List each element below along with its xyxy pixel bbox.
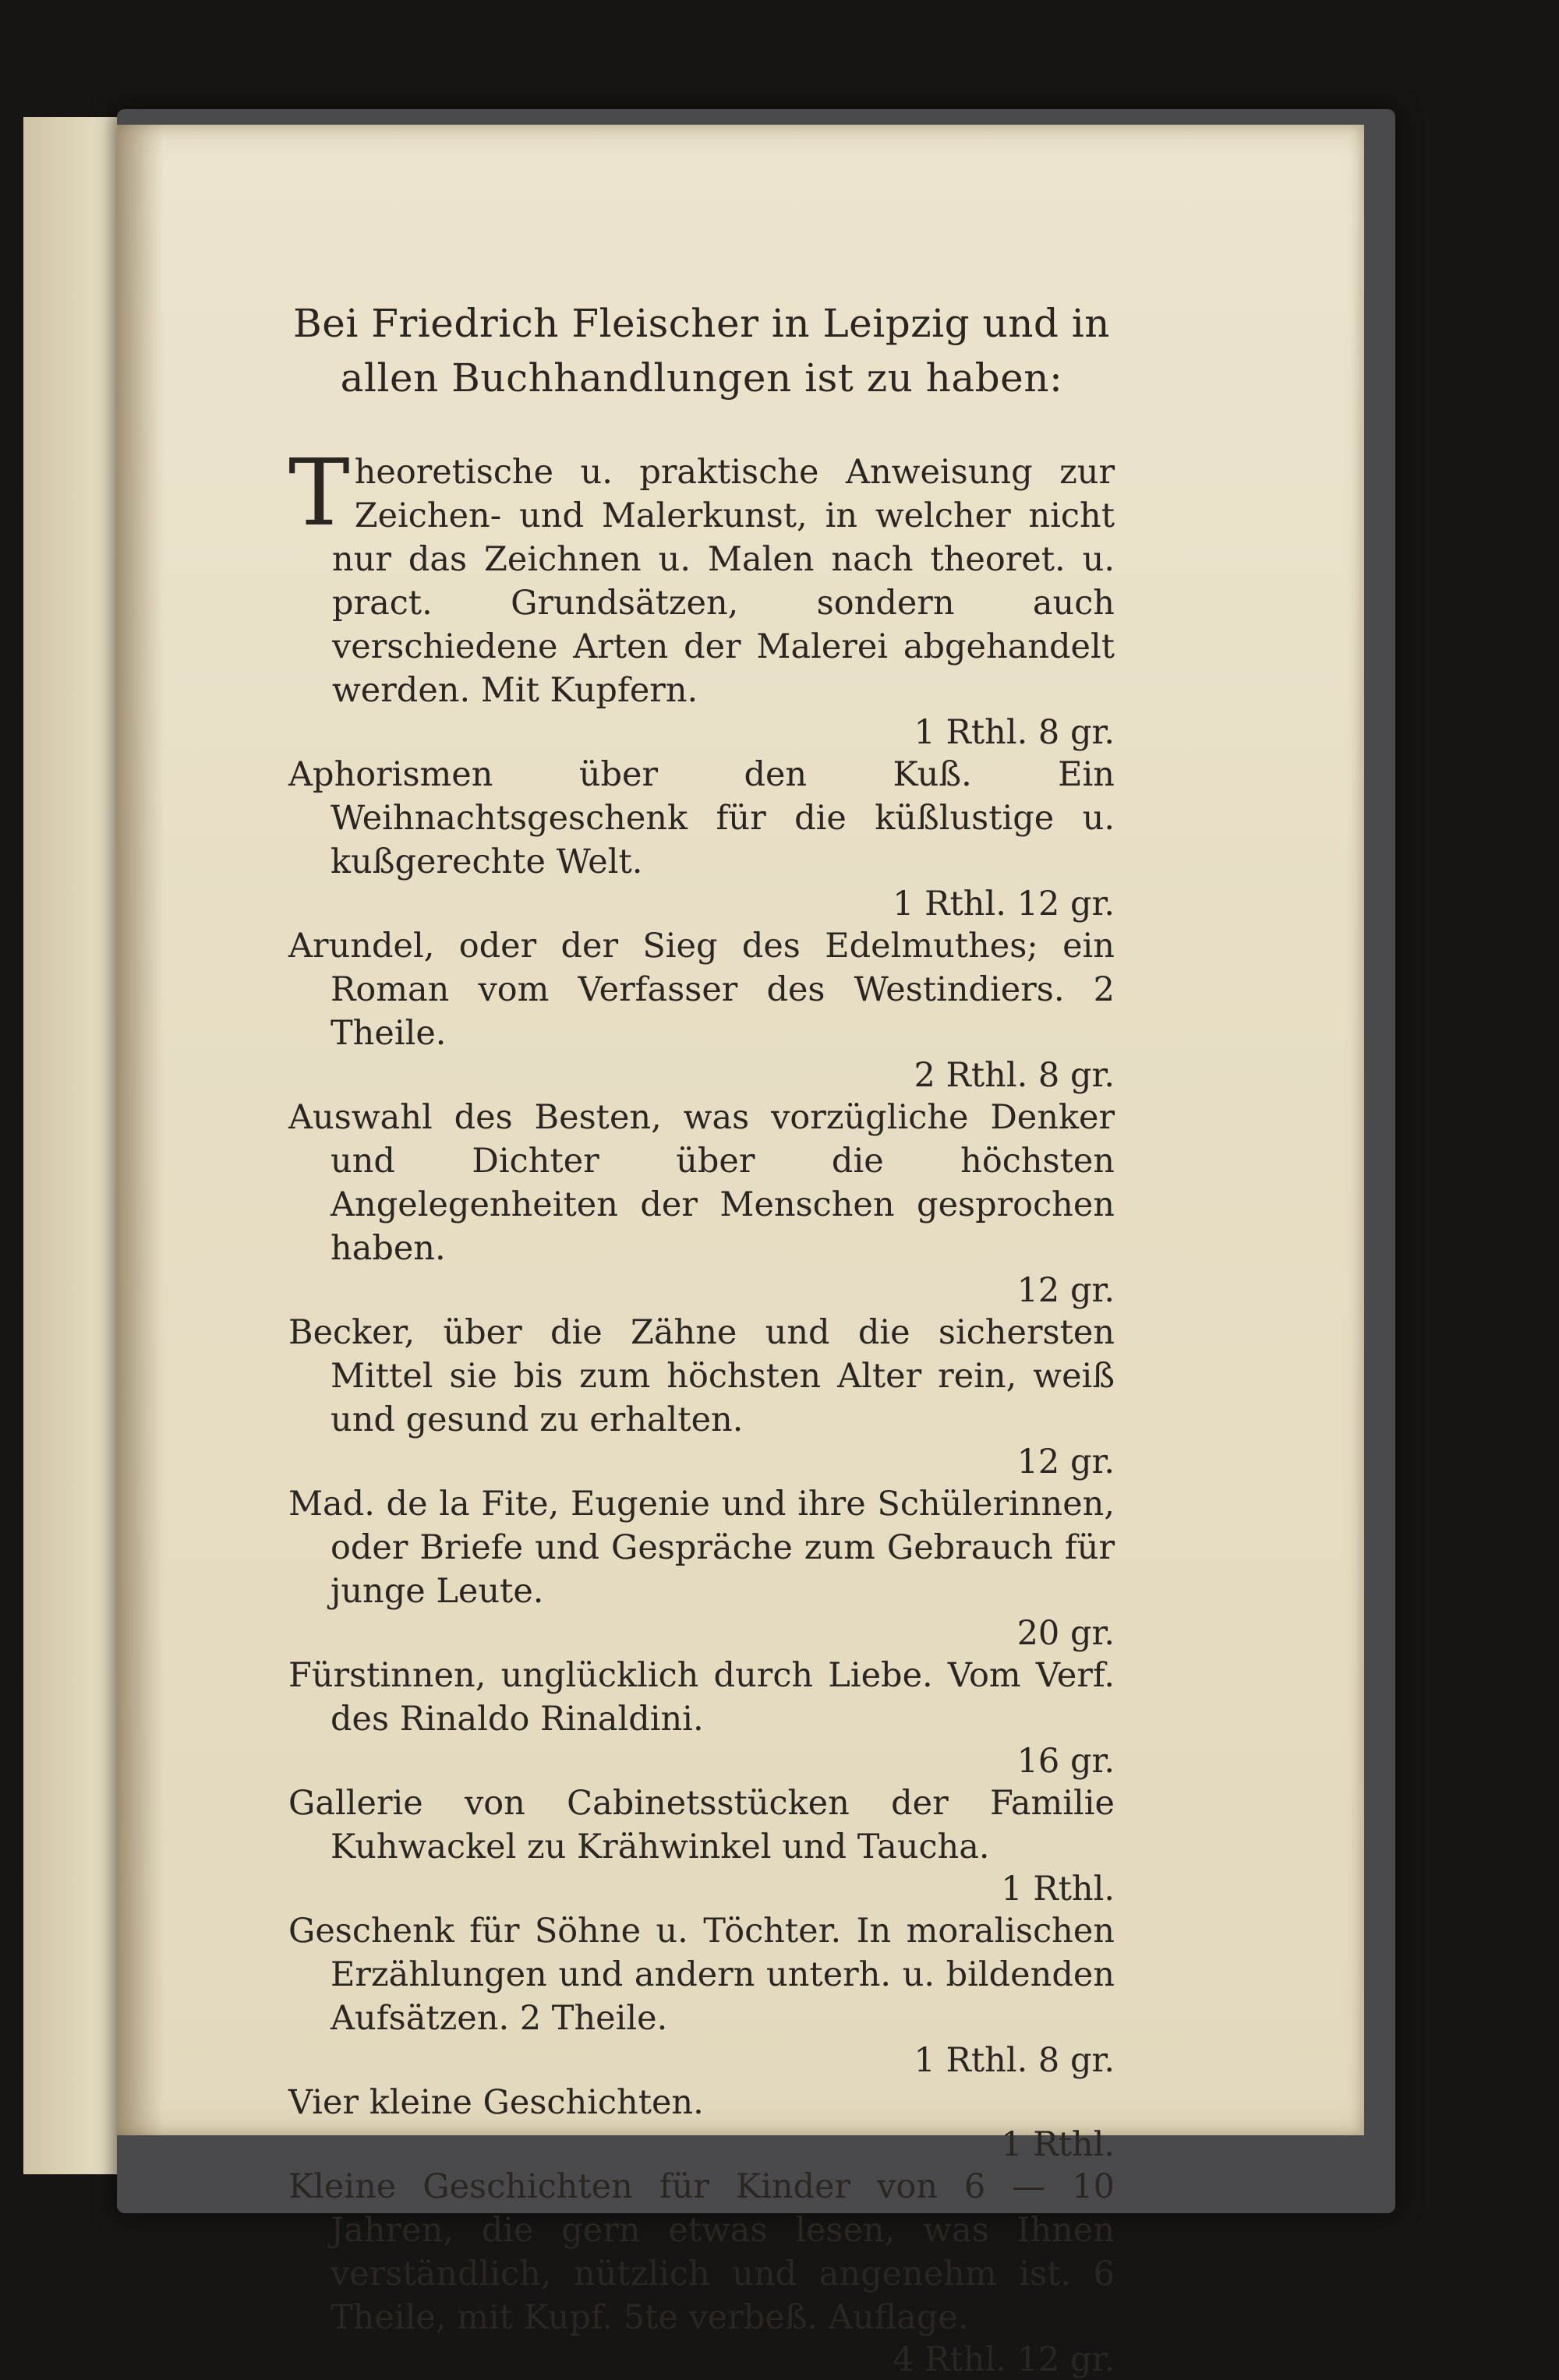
entry-title: Kleine Geschichten für Kinder von 6 — 10 Jahren, die gern etwas lesen, was Ihnen verständlich, nützlich und angenehm ist. 6 Theile, mit Kupf. 5te verbeß. Auflage.: [288, 2167, 1115, 2337]
book-entry: [288, 2165, 1115, 2380]
entry-price: 1 Rthl. 8 gr.: [914, 2041, 1115, 2080]
entry-price: 1 Rthl. 12 gr.: [893, 885, 1115, 923]
entry-price: 4 Rthl. 12 gr.: [893, 2340, 1115, 2379]
entry-title: Aphorismen über den Kuß. Ein Weihnachtsgeschenk für die küßlustige u. kußgerechte Welt.: [288, 755, 1115, 881]
book-entry: [288, 1096, 1115, 1311]
entry-price: 16 gr.: [1016, 1742, 1115, 1781]
book-entry: [288, 1781, 1115, 1909]
drop-cap: T: [288, 439, 350, 546]
book-entry: [288, 753, 1115, 924]
entry-title: Arundel, oder der Sieg des Edelmuthes; ein Roman vom Verfasser des Westindiers. 2 Theile.: [288, 927, 1115, 1053]
book-entry: [288, 2081, 1115, 2165]
page-heading: [288, 296, 1115, 405]
book-entry: [288, 1311, 1115, 1482]
book-entry: [288, 924, 1115, 1096]
entry-title: Gallerie von Cabinetsstücken der Familie Kuhwackel zu Krähwinkel und Taucha.: [288, 1784, 1115, 1866]
entry-price: 1 Rthl. 8 gr.: [914, 713, 1115, 752]
entry-price: 20 gr.: [1016, 1614, 1115, 1653]
heading-line-1: Bei Friedrich Fleischer in Leipzig und in: [292, 301, 1110, 346]
advertisement-text: [288, 296, 1115, 2380]
entry-price: 12 gr.: [1016, 1442, 1115, 1481]
entry-price: 2 Rthl. 8 gr.: [914, 1056, 1115, 1095]
entry-title: heoretische u. praktische Anweisung zur Zeichen- und Malerkunst, in welcher nicht nur das Zeichnen u. Malen nach theoret. u. pract. Grundsätzen, sondern auch verschiedene Arten der Malerei abgehandelt werden. Mit Kupfern.: [332, 453, 1115, 710]
gutter-shadow: [117, 125, 164, 2135]
entry-price: 1 Rthl.: [1001, 2125, 1115, 2164]
entry-title: Vier kleine Geschichten.: [288, 2083, 704, 2122]
book-entry: [288, 1909, 1115, 2081]
entry-title: Fürstinnen, unglücklich durch Liebe. Vom Verf. des Rinaldo Rinaldini.: [288, 1656, 1115, 1739]
entry-title: Auswahl des Besten, was vorzügliche Denker und Dichter über die höchsten Angelegenheiten der Menschen gesprochen haben.: [288, 1098, 1115, 1268]
book-entry: [288, 439, 1115, 753]
book-entry: [288, 1654, 1115, 1781]
entry-title: Geschenk für Söhne u. Töchter. In moralischen Erzählungen und andern unterh. u. bildenden Aufsätzen. 2 Theile.: [288, 1912, 1115, 2038]
book-entry: [288, 1482, 1115, 1654]
heading-line-2: allen Buchhandlungen ist zu haben:: [340, 355, 1063, 401]
entry-title: Becker, über die Zähne und die sichersten Mittel sie bis zum höchsten Alter rein, weiß und gesund zu erhalten.: [288, 1313, 1115, 1439]
entry-price: 1 Rthl.: [1001, 1870, 1115, 1909]
entry-title: Mad. de la Fite, Eugenie und ihre Schülerinnen, oder Briefe und Gespräche zum Gebrauch für junge Leute.: [288, 1485, 1115, 1611]
entry-price: 12 gr.: [1016, 1271, 1115, 1310]
